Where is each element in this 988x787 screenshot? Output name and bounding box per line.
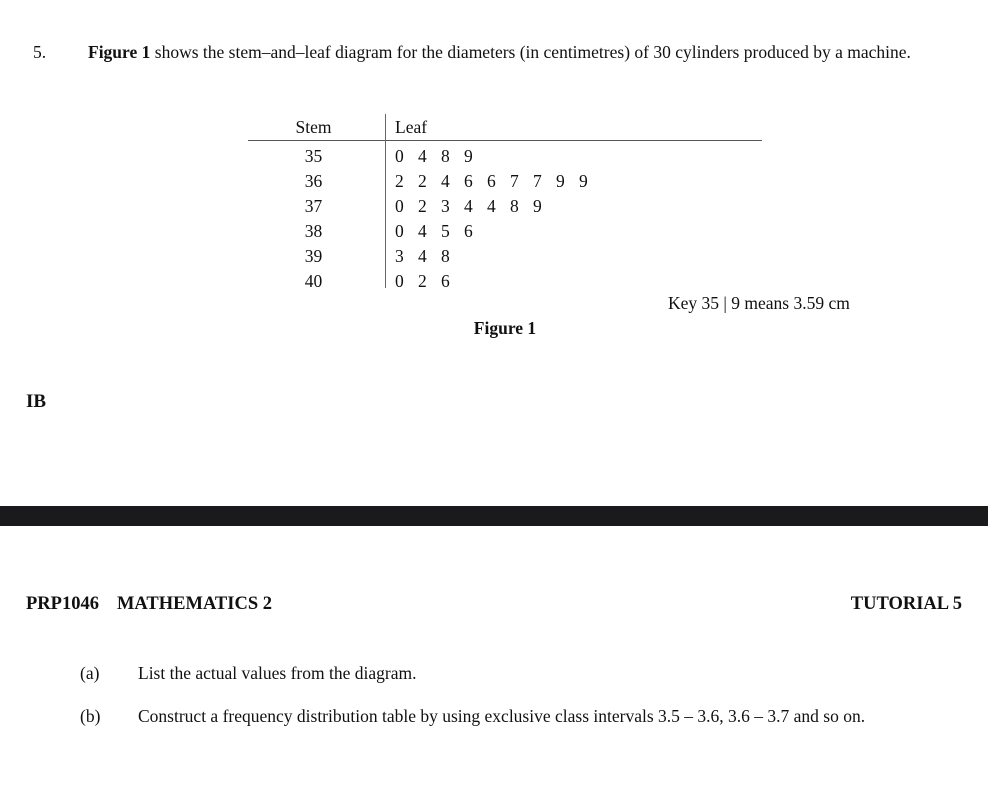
question-text xyxy=(88,40,933,65)
leaf-digit: 6 xyxy=(464,221,473,241)
document-header-left xyxy=(26,592,272,616)
question-part xyxy=(80,704,950,729)
ib-mark: IB xyxy=(26,391,47,412)
leaf-column-header: Leaf xyxy=(395,117,428,137)
leaf-digit: 8 xyxy=(441,146,450,166)
leaf-digit: 7 xyxy=(533,171,542,191)
leaf-digit: 6 xyxy=(464,171,473,191)
leaf-digit: 4 xyxy=(487,196,496,216)
question-5-block xyxy=(33,40,933,65)
leaf-digit: 4 xyxy=(418,221,427,241)
stem-leaf-key: Key 35 | 9 means 3.59 cm xyxy=(668,293,850,313)
leaf-digit: 0 xyxy=(395,196,404,216)
leaf-digit: 8 xyxy=(510,196,519,216)
leaf-digit: 2 xyxy=(395,171,404,191)
leaf-digit: 0 xyxy=(395,221,404,241)
leaf-digit: 0 xyxy=(395,271,404,291)
stem-leaf-row xyxy=(248,169,762,194)
stem-leaf-header-row xyxy=(248,114,762,140)
stem-leaf-horizontal-rule xyxy=(248,140,762,141)
leaf-values xyxy=(395,194,556,219)
question-parts-list xyxy=(80,661,950,747)
leaf-digit: 4 xyxy=(418,146,427,166)
leaf-digit: 2 xyxy=(418,171,427,191)
leaf-digit: 9 xyxy=(579,171,588,191)
part-label: (a) xyxy=(80,663,100,683)
leaf-digit: 4 xyxy=(418,246,427,266)
tutorial-label: TUTORIAL 5 xyxy=(850,594,962,614)
leaf-values xyxy=(395,219,487,244)
stem-leaf-row xyxy=(248,194,762,219)
leaf-digit: 6 xyxy=(441,271,450,291)
leaf-digit: 8 xyxy=(441,246,450,266)
leaf-values xyxy=(395,144,487,169)
leaf-digit: 2 xyxy=(418,271,427,291)
leaf-digit: 5 xyxy=(441,221,450,241)
leaf-values xyxy=(395,244,464,269)
leaf-digit: 4 xyxy=(441,171,450,191)
leaf-digit: 6 xyxy=(487,171,496,191)
stem-value: 36 xyxy=(304,171,323,191)
part-text: List the actual values from the diagram. xyxy=(138,663,417,683)
leaf-digit: 3 xyxy=(395,246,404,266)
question-number: 5. xyxy=(33,42,47,62)
figure-caption: Figure 1 xyxy=(473,318,537,338)
stem-and-leaf-diagram xyxy=(248,114,762,291)
stem-value: 35 xyxy=(304,146,323,166)
leaf-values xyxy=(395,269,464,294)
stem-leaf-row xyxy=(248,244,762,269)
stem-value: 37 xyxy=(304,196,323,216)
question-part xyxy=(80,661,950,686)
page-bottom-fragment xyxy=(0,526,988,787)
leaf-digit: 0 xyxy=(395,146,404,166)
part-text: Construct a frequency distribution table by using exclusive class intervals 3.5 – 3.6, 3.6 – 3.7 and so on. xyxy=(138,706,866,726)
leaf-digit: 3 xyxy=(441,196,450,216)
stem-column-header: Stem xyxy=(295,117,332,137)
course-code: PRP1046 xyxy=(26,594,99,614)
stem-value: 40 xyxy=(304,271,323,291)
stem-leaf-row xyxy=(248,219,762,244)
stem-value: 38 xyxy=(304,221,323,241)
leaf-digit: 9 xyxy=(533,196,542,216)
leaf-digit: 7 xyxy=(510,171,519,191)
leaf-digit: 4 xyxy=(464,196,473,216)
document-header xyxy=(26,592,962,616)
stem-leaf-rows xyxy=(248,144,762,294)
leaf-digit: 9 xyxy=(556,171,565,191)
question-text-rest: shows the stem–and–leaf diagram for the diameters (in centimetres) of 30 cylinders produced by a machine. xyxy=(150,42,911,62)
part-label: (b) xyxy=(80,706,101,726)
leaf-digit: 9 xyxy=(464,146,473,166)
stem-value: 39 xyxy=(304,246,323,266)
leaf-digit: 2 xyxy=(418,196,427,216)
figure-reference-bold: Figure 1 xyxy=(88,42,151,62)
stem-leaf-row xyxy=(248,144,762,169)
page-separator-bar xyxy=(0,506,988,526)
course-title: MATHEMATICS 2 xyxy=(116,594,272,614)
leaf-values xyxy=(395,169,602,194)
